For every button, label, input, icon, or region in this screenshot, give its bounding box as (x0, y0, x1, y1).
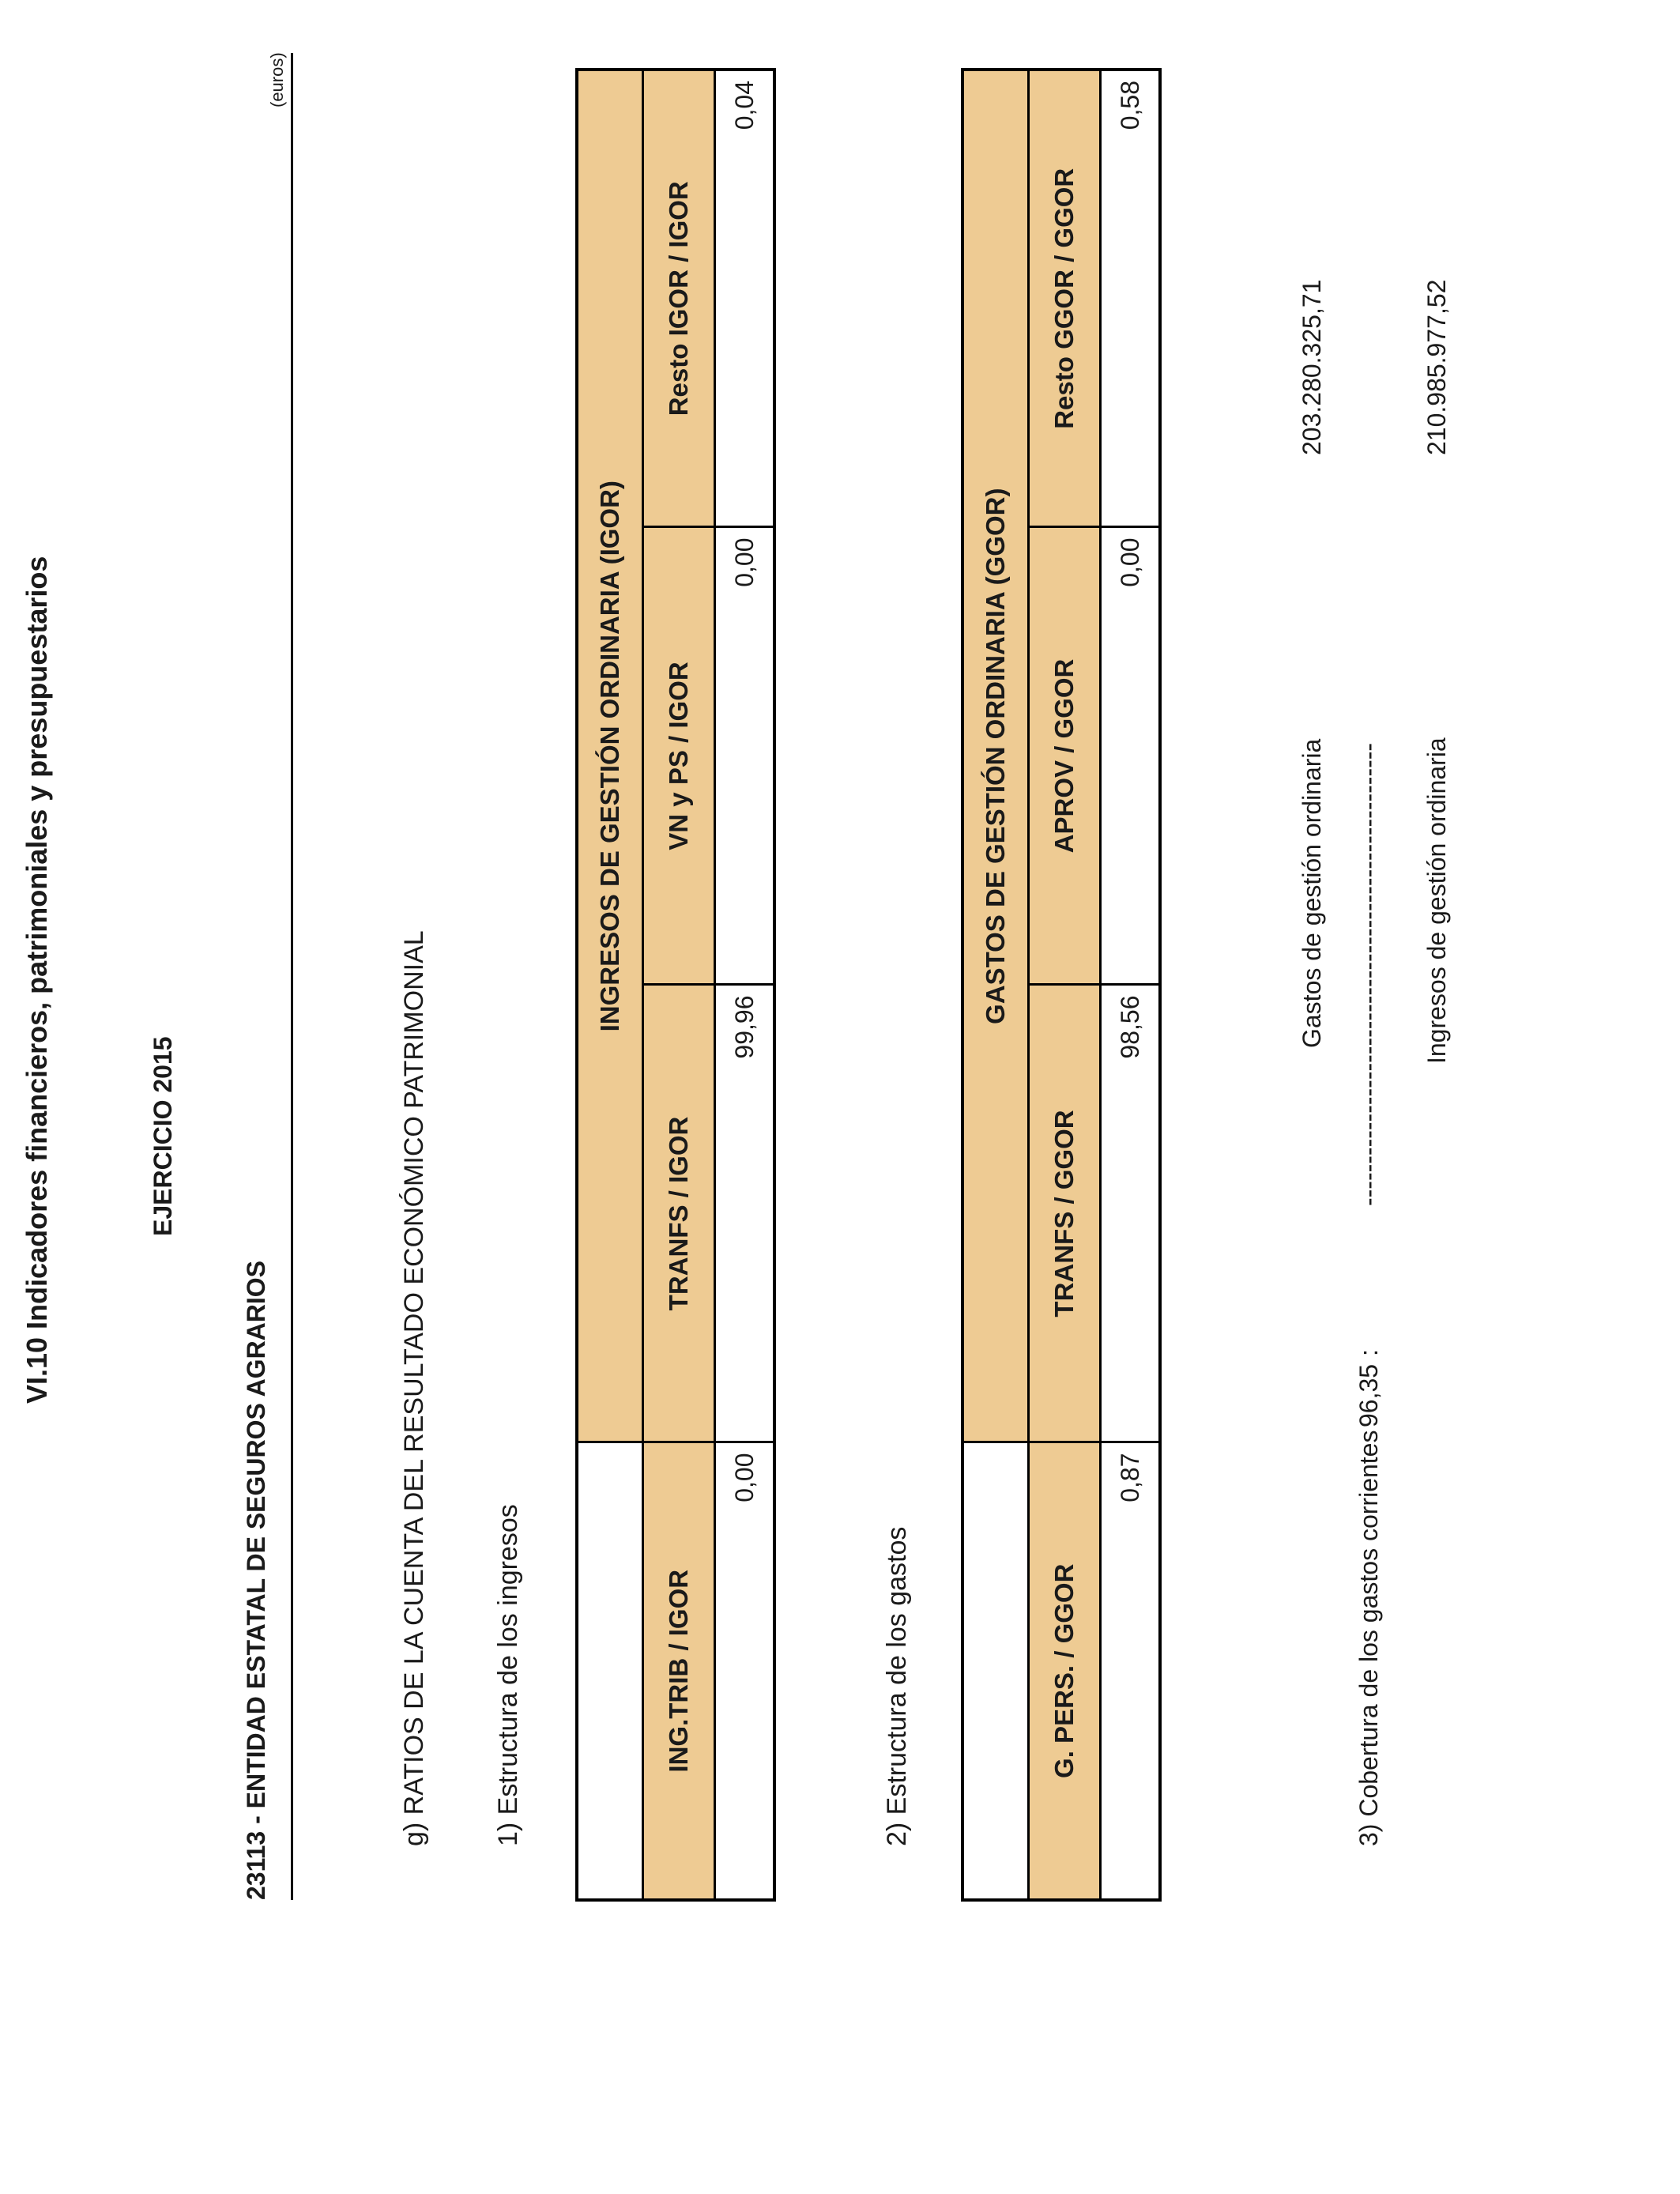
entity-name: 23113 - ENTIDAD ESTATAL DE SEGUROS AGRARIOS (242, 1260, 270, 1900)
income-header-ing-trib: ING.TRIB / IGOR (643, 1442, 715, 1900)
exercise-year: EJERCICIO 2015 (149, 1036, 177, 1236)
income-value-ing-trib: 0,00 (715, 1442, 775, 1900)
coverage-denominator-label: Ingresos de gestión ordinaria (1422, 737, 1451, 1064)
expense-header-resto: Resto GGOR / GGOR (1029, 70, 1101, 527)
income-header-vn-ps: VN y PS / IGOR (643, 527, 715, 985)
coverage-numerator-value: 203.280.325,71 (1298, 279, 1326, 455)
expense-value-aprov: 0,00 (1101, 527, 1161, 985)
coverage-numerator-label: Gastos de gestión ordinaria (1298, 738, 1326, 1048)
income-value-tranfs: 99,96 (715, 985, 775, 1442)
expense-value-tranfs: 98,56 (1101, 985, 1161, 1442)
expense-ratio-table (961, 68, 1162, 1902)
expense-header-tranfs: TRANFS / GGOR (1029, 985, 1101, 1442)
section-title: g) RATIOS DE LA CUENTA DEL RESULTADO ECONÓMICO PATRIMONIAL (399, 930, 429, 1846)
coverage-label: 3) Cobertura de los gastos corrientes (1354, 1430, 1383, 1846)
coverage-fraction-dashes: ------------------------------------------------------- (1354, 742, 1383, 1206)
income-structure-label: 1) Estructura de los ingresos (493, 1504, 523, 1846)
income-ratio-table (575, 68, 776, 1902)
income-table-title: INGRESOS DE GESTIÓN ORDINARIA (IGOR) (577, 70, 643, 1442)
page-title: VI.10 Indicadores financieros, patrimoniales y presupuestarios (21, 556, 53, 1404)
unit-label: (euros) (267, 52, 287, 107)
expense-header-g-pers: G. PERS. / GGOR (1029, 1442, 1101, 1900)
expense-header-aprov: APROV / GGOR (1029, 527, 1101, 985)
coverage-denominator-value: 210.985.977,52 (1422, 279, 1451, 455)
coverage-separator: : (1354, 1349, 1383, 1356)
expense-value-resto: 0,58 (1101, 70, 1161, 527)
income-value-vn-ps: 0,00 (715, 527, 775, 985)
expense-table-title: GASTOS DE GESTIÓN ORDINARIA (GGOR) (962, 70, 1029, 1442)
coverage-value: 96,35 (1354, 1363, 1383, 1427)
income-header-tranfs: TRANFS / IGOR (643, 985, 715, 1442)
income-value-resto: 0,04 (715, 70, 775, 527)
income-header-resto: Resto IGOR / IGOR (643, 70, 715, 527)
expense-structure-label: 2) Estructura de los gastos (882, 1526, 912, 1846)
header-divider (291, 53, 293, 1900)
expense-value-g-pers: 0,87 (1101, 1442, 1161, 1900)
